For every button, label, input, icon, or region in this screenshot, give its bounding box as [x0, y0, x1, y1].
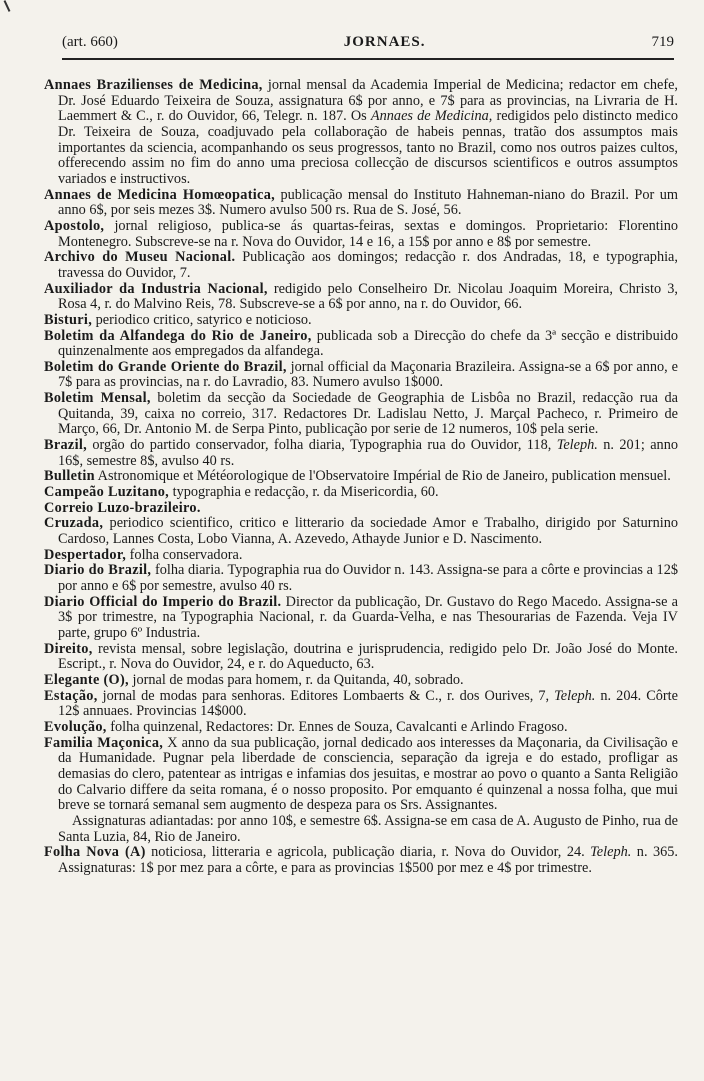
entry-text: boletim da secção da Sociedade de Geographia de Lisbôa no Brazil, redacção rua da Quitanda, 39, caixa no correio, 317. Redactores Dr. Ladislau Netto, J. Marçal Pacheco, r. Primeiro de Março, 66, Dr. Antonio M. de Serpa Pinto, publicação por serie de 12 numeros, 10$ pela serie.: [58, 390, 678, 438]
entry-title: Cruzada,: [44, 515, 104, 532]
entry-text: noticiosa, litteraria e agricola, publicação diaria, r. Nova do Ouvidor, 24.: [145, 844, 591, 861]
section-reference: (art. 660): [62, 34, 118, 50]
entry-text: folha conservadora.: [126, 546, 243, 563]
entry-text: jornal de modas para homem, r. da Quitanda, 40, sobrado.: [128, 671, 464, 688]
entry-text: periodico critico, satyrico e noticioso.: [92, 311, 312, 328]
entry-italic: Teleph.: [590, 844, 632, 861]
entry-title: Apostolo,: [44, 217, 105, 234]
entry-text: Astronomique et Météorologique de l'Observatoire Impérial de Rio de Janeiro, publication mensuel.: [94, 468, 671, 485]
entry-title: Familia Maçonica,: [44, 734, 164, 751]
entry-text: folha diaria. Typographia rua do Ouvidor n. 143. Assigna-se para a côrte e provincias a 12$ por anno e 6$ por semestre, avulso 40 rs.: [58, 562, 678, 594]
margin-mark: [4, 0, 11, 12]
entry-text: Assignaturas adiantadas: por anno 10$, e semestre 6$. Assigna-se em casa de A. Augusto de Pinho, rua de Santa Luzia, 84, Rio de Janeiro.: [58, 812, 678, 845]
entry-direito: [44, 642, 678, 673]
entry-elegante: [44, 673, 678, 689]
entry-title: Brazil,: [44, 437, 87, 454]
entry-text: revista mensal, sobre legislação, doutrina e jurisprudencia, redigido pelo Dr. João José do Monte. Escript., r. Nova do Ouvidor, 24, e r. do Aqueducto, 63.: [58, 640, 678, 673]
entry-title: Auxiliador da Industria Nacional,: [44, 280, 268, 297]
entry-boletim-oriente: [44, 360, 678, 391]
entry-text: Director da publicação, Dr. Gustavo do Rego Macedo. Assigna-se a 3$ por trimestre, na Typographia Nacional, r. da Guarda-Velha, e nas Thesourarias de Fazenda. Veja IV parte, grupo 6º Industria.: [58, 593, 678, 641]
entry-text-cont: n. 204. Côrte 12$ annuaes. Provincias 14$000.: [58, 687, 678, 720]
entry-title: Boletim da Alfandega do Rio de Janeiro,: [44, 327, 312, 344]
entry-assignaturas: [44, 814, 678, 845]
entry-title: Elegante (O),: [44, 671, 129, 688]
entry-title: Correio Luzo-brazileiro.: [44, 499, 201, 516]
entry-auxiliador: [44, 282, 678, 313]
entry-text: jornal mensal da Academia Imperial de Medicina; redactor em chefe, Dr. José Eduardo Teixeira de Souza, assignatura 6$ por anno, e 7$ para as provincias, na Livraria de H. Laemmert & C., r. do Ouvidor, 66, Telegr. n. 187. Os: [58, 77, 678, 125]
entry-archivo-museu: [44, 250, 678, 281]
entry-bisturi: [44, 313, 678, 329]
entry-evolucao: [44, 720, 678, 736]
entry-diario-brazil: [44, 563, 678, 594]
entry-title: Annaes Brazilienses de Medicina,: [44, 77, 263, 93]
entry-title: Annaes de Medicina Homœopatica,: [44, 186, 276, 203]
entry-text: publicada sob a Direcção do chefe da 3ª secção e distribuido quinzenalmente aos empregados da alfandega.: [58, 327, 678, 360]
entry-annaes-brazilienses: [44, 78, 678, 188]
entry-title: Boletim Mensal,: [44, 390, 151, 407]
entry-despertador: [44, 548, 678, 564]
entry-boletim-mensal: [44, 391, 678, 438]
entry-text: Publicação aos domingos; redacção r. dos Andradas, 18, e typographia, travessa do Ouvidor, 7.: [58, 249, 678, 281]
entry-text-cont: n. 365. Assignaturas: 1$ por mez para a côrte, e para as provincias 1$500 por mez e 4$ por trimestre.: [58, 844, 679, 876]
entry-italic: Annaes de Medicina,: [370, 108, 493, 125]
entry-text: periodico scientifico, critico e litterario da sociedade Amor e Trabalho, dirigido por Saturnino Cardoso, Lannes Costa, Lobo Vianna, A. Azevedo, Athayde Junior e D. Nascimento.: [58, 515, 678, 548]
entry-text: publicação mensal do Instituto Hahneman-niano do Brazil. Por um anno 6$, por seis mezes 3$. Numero avulso 500 rs. Rua de S. José, 56.: [58, 186, 678, 219]
entry-text: jornal religioso, publica-se ás quartas-feiras, sextas e domingos. Proprietario: Florentino Montenegro. Subscreve-se na r. Nova do Ouvidor, 14 e 16, a 15$ por anno e 8$ por semestre.: [58, 217, 678, 250]
entry-text: redigido pelo Conselheiro Dr. Nicolau Joaquim Moreira, Christo 3, Rosa 4, r. do Malvino Reis, 78. Subscreve-se a 6$ por anno, na r. do Ouvidor, 66.: [58, 280, 678, 313]
page-title: JORNAES.: [343, 34, 426, 50]
entry-title: Archivo do Museu Nacional.: [44, 249, 236, 266]
entry-text-cont: n. 201; anno 16$, semestre 8$, avulso 40 rs.: [58, 437, 678, 469]
entry-title: Bulletin: [44, 468, 95, 485]
entry-boletim-alfandega: [44, 329, 678, 360]
entry-text: orgão do partido conservador, folha diaria, Typographia rua do Ouvidor, 118,: [87, 437, 557, 454]
entry-title: Bisturi,: [44, 311, 93, 328]
entry-campeao: [44, 485, 678, 501]
entry-estacao: [44, 689, 678, 720]
entry-text: jornal de modas para senhoras. Editores Lombaerts & C., r. dos Ourives, 7,: [97, 687, 555, 704]
entry-title: Folha Nova (A): [44, 844, 146, 861]
entry-title: Boletim do Grande Oriente do Brazil,: [44, 358, 287, 375]
entry-folha-nova: [44, 845, 678, 876]
entry-text: jornal official da Maçonaria Brazileira. Assigna-se a 6$ por anno, e 7$ para as provincias, na r. do Lavradio, 83. Numero avulso 1$000.: [58, 358, 678, 391]
entry-correio: [44, 501, 678, 517]
entry-italic: Teleph.: [556, 437, 598, 454]
entry-text: folha quinzenal, Redactores: Dr. Ennes de Souza, Cavalcanti e Arlindo Fragoso.: [106, 718, 568, 735]
header-rule: [62, 58, 674, 60]
entry-italic: Teleph.: [554, 687, 596, 704]
entry-brazil: [44, 438, 678, 469]
entry-title: Evolução,: [44, 718, 107, 735]
entry-text: X anno da sua publicação, jornal dedicado aos interesses da Maçonaria, da Civilisação e da Humanidade. Pugnar pela liberdade de consciencia, separação da igreja e do estado, profligar as demasias do clero, patentear as intrigas e infamias dos jesuitas, e mostrar ao povo o quanto a Santa Religião do Calvario differe da seita romana, é o nosso proposito. Por emquanto é quinzenal a nossa folha, que mui breve se tornará semanal sem augmento de despeza para os Srs. Assignantes.: [58, 734, 678, 814]
entry-title: Despertador,: [44, 546, 127, 563]
entry-title: Estação,: [44, 687, 98, 704]
entry-apostolo: [44, 219, 678, 250]
entry-diario-official: [44, 595, 678, 642]
page-number: 719: [651, 34, 674, 50]
entries-list: [44, 78, 678, 876]
page-header: [62, 34, 674, 56]
entry-title: Campeão Luzitano,: [44, 484, 170, 501]
entry-bulletin: [44, 469, 678, 485]
entry-familia-maconica: [44, 736, 678, 814]
entry-text-cont: redigidos pelo distincto medico Dr. Teixeira de Souza, coadjuvado pela collaboração de habeis pennas, tratão dos assumptos mais importantes da sciencia, acompanhando os seus progressos, tanto no Brazil, como nos outros paizes cultos, offerecendo assim no fim do anno uma preciosa collecção de discursos scientificos e outros assumptos variados e instructivos.: [58, 108, 679, 187]
entry-title: Diario do Brazil,: [44, 562, 152, 579]
entry-title: Direito,: [44, 640, 93, 657]
entry-annaes-homoeopatica: [44, 188, 678, 219]
entry-cruzada: [44, 516, 678, 547]
entry-text: typographia e redacção, r. da Misericordia, 60.: [169, 484, 439, 501]
entry-title: Diario Official do Imperio do Brazil.: [44, 593, 282, 610]
